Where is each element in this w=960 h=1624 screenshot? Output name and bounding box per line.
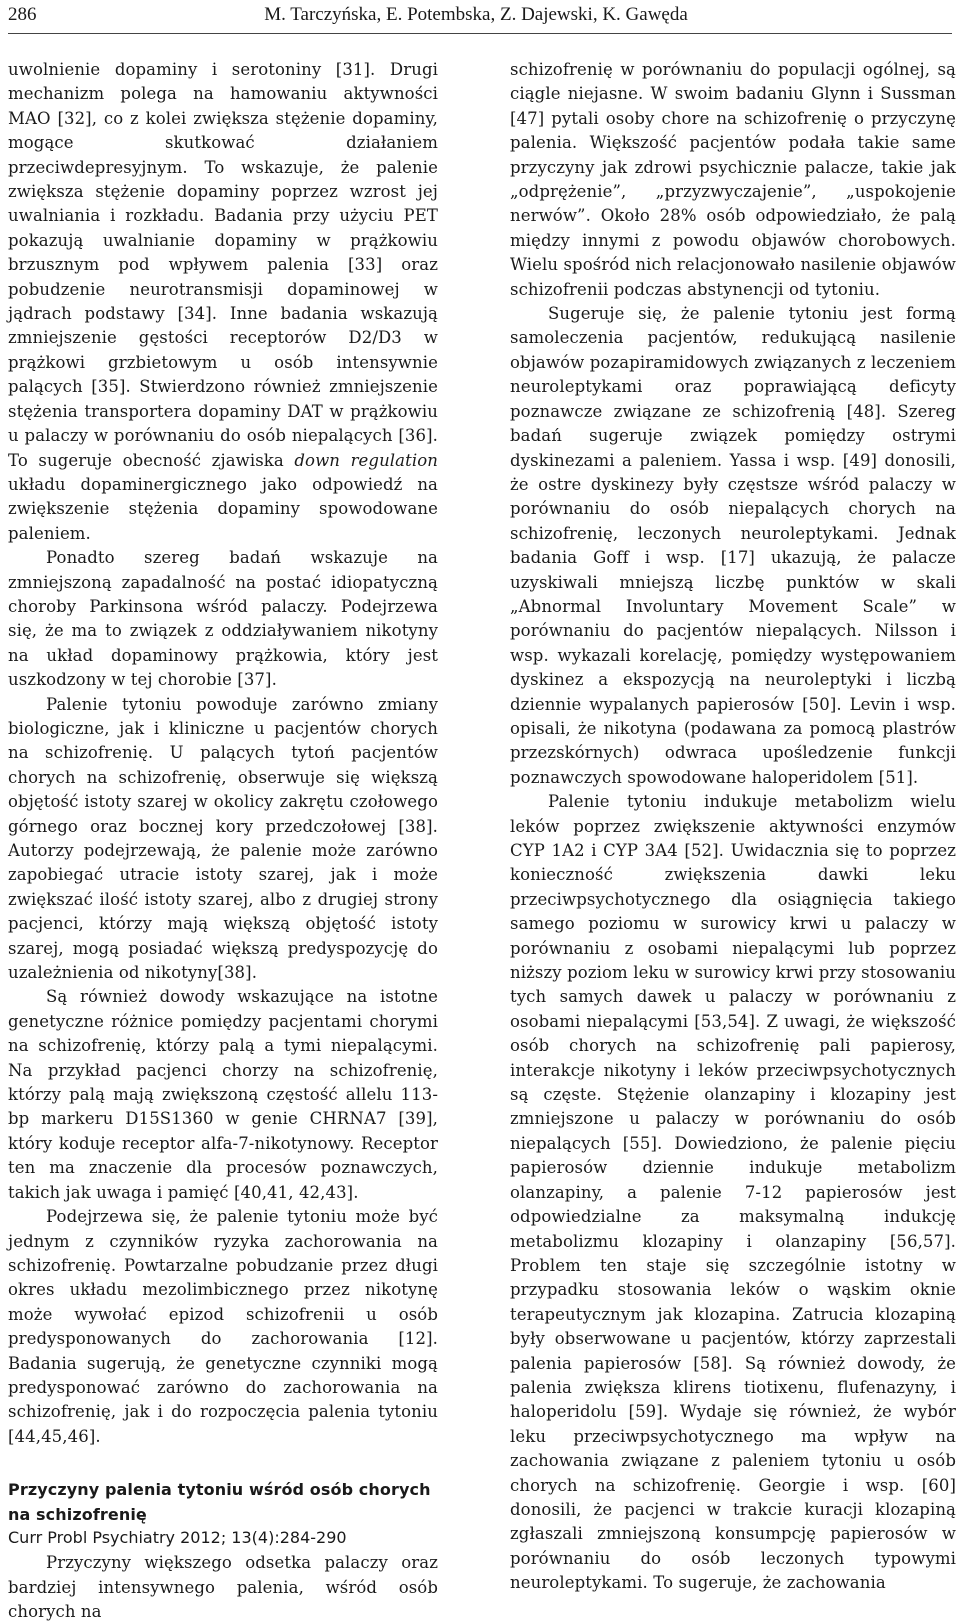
paragraph: Ponadto szereg badań wskazuje na zmniejszoną zapadalność na postać idiopatyczną choroby Parkinsona wśród palaczy. Podejrzewa się, że ma to związek z oddziaływaniem nikotyny na układ dopaminowy prążkowia, który jest uszkodzony w tej chorobie [37]. [8,548,438,690]
paragraph: Palenie tytoniu indukuje metabolizm wielu leków poprzez zwiększenie aktywności enzymów CYP 1A2 i CYP 3A4 [52]. Uwidacznia się to poprzez konieczność zwiększenia dawki leku przeciwpsychotycznego dla osiągnięcia takiego samego poziomu w surowicy krwi u palaczy w porównaniu z osobami niepalącymi lub poprzez niższy poziom leku w surowicy krwi przy stosowaniu tych samych dawek u palaczy w porównaniu z osobami niepalącymi [53,54]. Z uwagi, że większość osób chorych na schizofrenię pali papierosy, interakcje nikotyny i leków przeciwpsychotycznych są częste. Stężenie olanzapiny i klozapiny jest zmniejszone u palaczy w porównaniu do osób niepalących [55]. Dowiedziono, że palenie pięciu papierosów dziennie indukuje metabolizm olanzapiny, a palenie 7-12 papierosów jest odpowiedzialne za maksymalną indukcję metabolizmu klozapiny i olanzapiny [56,57]. Problem ten staje się szczególnie istotny w przypadku stosowania leków o wąskim oknie terapeutycznym jak klozapina. Zatrucia klozapiną były obserwowane u pacjentów, którzy zaprzestali palenia papierosów [58]. Są również dowody, że palenia zwiększa klirens tiotixenu, flufenazyny, i haloperidolu [59]. Wydaje się również, że wybór leku przeciwpsychotycznego ma wpływ na zachowania związane z paleniem tytoniu u osób chorych na schizofrenię. Georgie i wsp. [60] donosili, że pacjenci w trakcie kuracji klozapiną zgłaszali zmniejszoną konsumpcję papierosów w porównaniu do osób leczonych typowymi neuroleptykami. To sugeruje, że zachowania [510,792,956,1593]
right-column [510,58,956,1596]
header-divider [8,33,952,34]
journal-citation: Curr Probl Psychiatry 2012; 13(4):284-290 [8,1528,347,1547]
left-column [8,58,438,1624]
paragraph: schizofrenię w porównaniu do populacji ogólnej, są ciągle niejasne. W swoim badaniu Glynn i Sussman [47] pytali osoby chore na schizofrenię o przyczynę palenia. Większość pacjentów podała takie same przyczyny jak zdrowi psychicznie palacze, takie jak „odprężenie”, „przyzwyczajenie”, „uspokojenie nerwów”. Około 28% osób odpowiedziało, że palą między innymi z powodu objawów chorobowych. Wielu spośród nich relacjonowało nasilenie objawów schizofrenii podczas abstynencji od tytoniu. [510,60,956,299]
paragraph: Palenie tytoniu powoduje zarówno zmiany biologiczne, jak i kliniczne u pacjentów chorych na schizofrenię. U palących tytoń pacjentów chorych na schizofrenię, obserwuje się większą objętość istoty szarej w okolicy zakrętu czołowego górnego oraz bocznej kory przedczołowej [38]. Autorzy podejrzewają, że palenie może zarówno zapobiegać utracie istoty szarej, jak i może zwiększać ilość istoty szarej, albo z drugiej strony pacjenci, którzy mają większą objętość istoty szarej, mogą posiadać większą predyspozycję do uzależnienia od nikotyny[38]. [8,694,438,983]
running-title: M. Tarczyńska, E. Potembska, Z. Dajewski, K. Gawęda [264,4,688,25]
paragraph: Sugeruje się, że palenie tytoniu jest formą samoleczenia pacjentów, redukującą nasilenie objawów pozapiramidowych związanych z leczeniem neuroleptykami oraz poprawiającą deficyty poznawcze związane ze schizofrenią [48]. Szereg badań sugeruje związek pomiędzy ostrymi dyskinezami a paleniem. Yassa i wsp. [49] donosili, że ostre dyskinezy były częstsze wśród palaczy w porównaniu do osób niepalących chorych na schizofrenię, leczonych neuroleptykami. Jednak badania Goff i wsp. [17] ukazują, że palacze uzyskiwali mniejszą liczbę punktów w skali „Abnormal Involuntary Movement Scale” w porównaniu do pacjentów niepalących. Nilsson i wsp. wykazali korelację, pomiędzy występowaniem dyskinez a ekspozycją na neuroleptyki i liczbą dziennie wypalanych papierosów [50]. Levin i wsp. opisali, że nikotyna (podawana za pomocą plastrów przezskórnych) odwraca upośledzenie funkcji poznawczych spowodowane haloperidolem [51]. [510,304,956,787]
paragraph: Podejrzewa się, że palenie tytoniu może być jednym z czynników ryzyka zachorowania na schizofrenię. Powtarzalne pobudzanie przez długi okres układu mezolimbicznego przez nikotynę może wywołać epizod schizofrenii u osób predysponowanych do zachorowania [12]. Badania sugerują, że genetyczne czynniki mogą predysponować zarówno do zachorowania na schizofrenię, jak i do rozpoczęcia palenia tytoniu [44,45,46]. [8,1207,438,1446]
page-header [8,0,952,30]
paragraph: Są również dowody wskazujące na istotne genetyczne różnice pomiędzy pacjentami chorymi na schizofrenię, którzy palą a tymi niepalącymi. Na przykład pacjenci chorzy na schizofrenię, którzy palą mają zwiększoną częstość allelu 113-bp markeru D15S1360 w genie CHRNA7 [39], który koduje receptor alfa-7-nikotynowy. Receptor ten ma znaczenie dla procesów poznawczych, takich jak uwaga i pamięć [40,41, 42,43]. [8,987,438,1202]
emphasis: down regulation [294,450,438,470]
section-heading: Przyczyny palenia tytoniu wśród osób chorych na schizofrenię [8,1480,431,1525]
paragraph: Przyczyny większego odsetka palaczy oraz bardziej intensywnego palenia, wśród osób chorych na [8,1553,438,1621]
page-number: 286 [8,4,37,25]
paragraph: uwolnienie dopaminy i serotoniny [31]. Drugi mechanizm polega na hamowaniu aktywności MAO [32], co z kolei zwiększa stężenie dopaminy, mogące skutkować działaniem przeciwdepresyjnym. To wskazuje, że palenie zwiększa stężenie dopaminy poprzez wzrost jej uwalniania i rozkładu. Badania przy użyciu PET pokazują uwalnianie dopaminy w prążkowiu brzusznym pod wpływem palenia [33] oraz pobudzenie neurotransmisji dopaminowej w jądrach podstawy [34]. Inne badania wskazują zmniejszenie gęstości receptorów D2/D3 w prążkowi grzbietowym u osób intensywnie palących [35]. Stwierdzono również zmniejszenie stężenia transportera dopaminy DAT w prążkowiu u palaczy w porównaniu do osób niepalących [36]. To sugeruje obecność zjawiska down regulation układu dopaminergicznego jako odpowiedź na zwiększenie stężenia dopaminy spowodowane paleniem. [8,60,438,543]
